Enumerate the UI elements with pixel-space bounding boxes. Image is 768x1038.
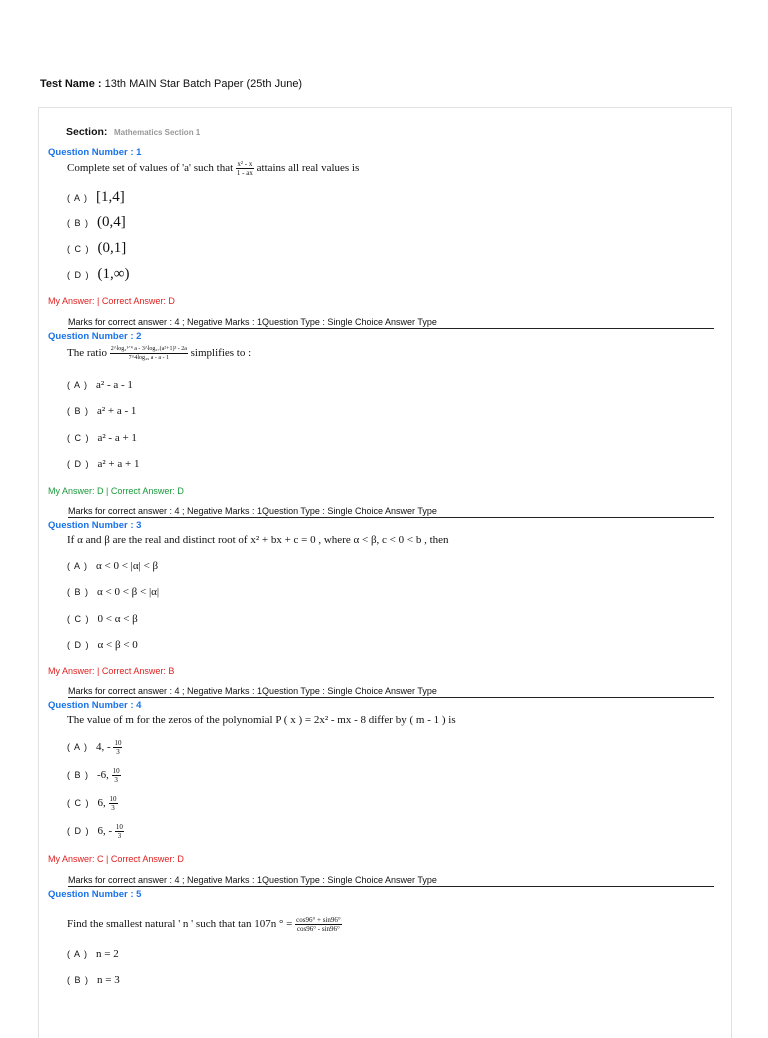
marks-info: Marks for correct answer : 4 ; Negative Marks : 1Question Type : Single Choice Answer Type — [68, 506, 714, 518]
option-label: ( D ) — [67, 640, 90, 650]
fraction-denominator: 3 — [114, 776, 118, 784]
option-value-pre: 4, - — [96, 741, 111, 754]
option-value: (0,4] — [97, 214, 126, 230]
option-value-pre: 6, - — [97, 825, 113, 838]
fraction-numerator: 2^log₂¹ᐟ⁴ a - 3^log₂₇(a²+1)³ - 2a — [110, 346, 187, 352]
marks-info: Marks for correct answer : 4 ; Negative Marks : 1Question Type : Single Choice Answer Type — [68, 686, 714, 698]
marks-info: Marks for correct answer : 4 ; Negative Marks : 1Question Type : Single Choice Answer Type — [68, 317, 714, 329]
option-b[interactable] — [67, 214, 126, 231]
answer-status: My Answer: C | Correct Answer: D — [48, 854, 184, 864]
question-text-post: attains all real values is — [256, 162, 360, 175]
fraction-denominator: 7^4log₄₉ a - a - 1 — [128, 355, 170, 361]
option-label: ( B ) — [67, 587, 89, 597]
fraction — [110, 345, 188, 362]
question-number: Question Number : 3 — [48, 520, 142, 531]
option-value: a² + a - 1 — [97, 405, 137, 417]
fraction-numerator: 10 — [109, 795, 117, 803]
option-value: a² + a + 1 — [97, 458, 140, 470]
answer-status: My Answer: | Correct Answer: B — [48, 666, 175, 676]
option-label: ( B ) — [67, 218, 89, 228]
question-text: The value of m for the zeros of the polynomial P ( x ) = 2x² - mx - 8 differ by ( m - 1 ) is — [67, 714, 456, 726]
option-label: ( A ) — [67, 949, 89, 959]
fraction — [295, 916, 342, 933]
option-a[interactable] — [67, 948, 119, 960]
question-text-pre: Complete set of values of 'a' such that — [67, 162, 234, 175]
option-b[interactable] — [67, 974, 120, 986]
option-label: ( A ) — [67, 561, 89, 571]
section-label: Section: — [66, 126, 108, 138]
option-value: a² - a + 1 — [97, 432, 137, 444]
fraction-numerator: 10 — [112, 767, 120, 775]
option-value: n = 2 — [96, 948, 119, 960]
question-text-pre: Find the smallest natural ' n ' such that tan 107n ° = — [67, 918, 293, 931]
fraction-denominator: 3 — [111, 804, 115, 812]
option-value-pre: 6, — [97, 797, 106, 810]
test-name — [40, 78, 302, 90]
question-text: If α and β are the real and distinct root of x² + bx + c = 0 , where α < β, c < 0 < b , then — [67, 534, 449, 546]
question-number: Question Number : 1 — [48, 147, 142, 158]
option-b[interactable] — [67, 586, 159, 598]
question-text — [67, 345, 251, 362]
fraction — [113, 739, 122, 756]
fraction — [115, 823, 124, 840]
section-name: Mathematics Section 1 — [114, 128, 201, 137]
option-label: ( C ) — [67, 244, 90, 254]
fraction-numerator: 10 — [114, 739, 122, 747]
question-text — [67, 916, 342, 933]
question-text-pre: The ratio — [67, 347, 108, 360]
fraction-denominator: 3 — [116, 748, 120, 756]
option-value: [1,4] — [96, 189, 125, 205]
option-label: ( B ) — [67, 406, 89, 416]
question-panel — [38, 107, 732, 1038]
option-b[interactable] — [67, 405, 136, 417]
option-value: α < 0 < |α| < β — [96, 560, 159, 572]
option-label: ( D ) — [67, 270, 90, 280]
fraction-numerator: 10 — [115, 823, 123, 831]
option-a[interactable] — [67, 379, 133, 391]
answer-status: My Answer: | Correct Answer: D — [48, 296, 175, 306]
option-b[interactable] — [67, 767, 121, 784]
option-value: n = 3 — [97, 974, 120, 986]
question-number: Question Number : 4 — [48, 700, 142, 711]
option-label: ( C ) — [67, 433, 90, 443]
question-number: Question Number : 5 — [48, 889, 142, 900]
fraction — [109, 795, 118, 812]
fraction-denominator: cos96° - sin96° — [296, 925, 340, 933]
option-label: ( A ) — [67, 380, 89, 390]
fraction-denominator: 1 - ax — [236, 169, 253, 177]
option-value-pre: -6, — [97, 769, 109, 782]
option-value: 0 < α < β — [97, 613, 138, 625]
fraction-denominator: 3 — [117, 832, 122, 840]
option-label: ( B ) — [67, 770, 89, 781]
option-value: α < 0 < β < |α| — [97, 586, 160, 598]
option-c[interactable] — [67, 240, 126, 257]
option-value: (1,∞) — [97, 266, 130, 282]
test-name-value: 13th MAIN Star Batch Paper (25th June) — [104, 78, 303, 90]
test-name-label: Test Name : — [40, 78, 102, 90]
option-label: ( C ) — [67, 614, 90, 624]
option-label: ( A ) — [67, 193, 89, 203]
option-a[interactable] — [67, 560, 158, 572]
option-d[interactable] — [67, 266, 129, 283]
option-label: ( B ) — [67, 975, 89, 985]
fraction — [112, 767, 121, 784]
option-d[interactable] — [67, 823, 124, 840]
option-value: a² - a - 1 — [96, 379, 133, 391]
option-value: (0,1] — [97, 240, 127, 256]
fraction-numerator: cos96° + sin96° — [296, 916, 341, 924]
option-a[interactable] — [67, 189, 125, 206]
option-a[interactable] — [67, 739, 122, 756]
option-label: ( D ) — [67, 826, 90, 837]
option-c[interactable] — [67, 432, 137, 444]
question-text-post: simplifies to : — [190, 347, 252, 360]
option-c[interactable] — [67, 613, 138, 625]
fraction — [236, 160, 254, 177]
question-number: Question Number : 2 — [48, 331, 142, 342]
option-c[interactable] — [67, 795, 118, 812]
fraction-numerator: x² - x — [237, 160, 253, 168]
option-d[interactable] — [67, 458, 139, 470]
option-value: α < β < 0 — [97, 639, 138, 651]
option-label: ( A ) — [67, 742, 89, 753]
option-label: ( D ) — [67, 459, 90, 469]
option-label: ( C ) — [67, 798, 90, 809]
option-d[interactable] — [67, 639, 138, 651]
marks-info: Marks for correct answer : 4 ; Negative Marks : 1Question Type : Single Choice Answer Type — [68, 875, 714, 887]
question-text — [67, 160, 359, 177]
answer-status: My Answer: D | Correct Answer: D — [48, 486, 184, 496]
